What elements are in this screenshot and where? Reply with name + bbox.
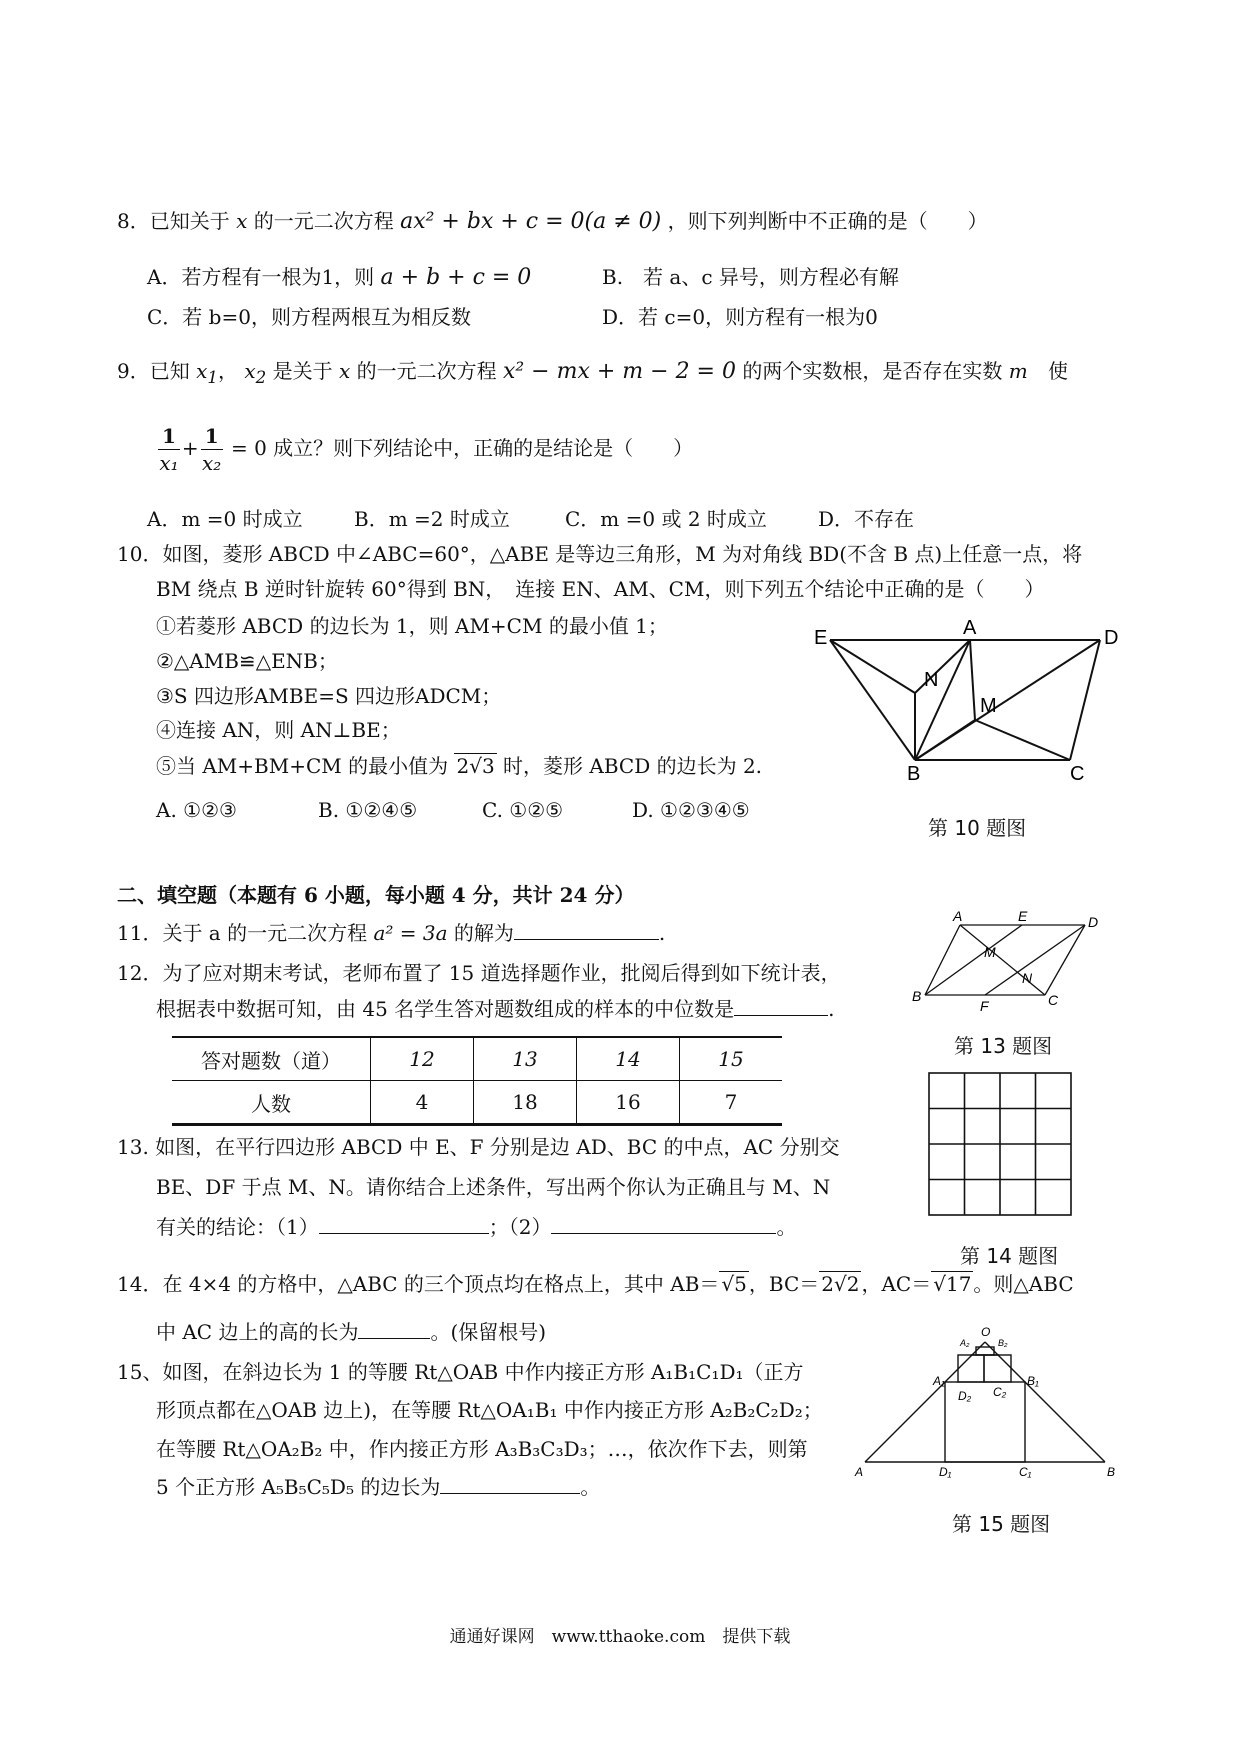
q14-bc-value: 2√2 — [821, 1272, 860, 1296]
q15-answer-blank[interactable] — [440, 1475, 580, 1494]
q10-figure-caption: 第 10 题图 — [928, 816, 1027, 840]
q9-option-b: B．m =2 时成立 — [354, 507, 510, 531]
q10-statement-2: ②△AMB≌△ENB； — [156, 649, 338, 673]
q13-line2: BE、DF 于点 M、N。请你结合上述条件，写出两个你认为正确且与 M、N — [156, 1175, 831, 1199]
q8-option-d: D．若 c=0，则方程有一根为0 — [602, 305, 878, 329]
q14-figure-caption: 第 14 题图 — [960, 1244, 1059, 1268]
q8-stem: 8．已知关于 x 的一元二次方程 ax² + bx + c = 0(a ≠ 0) ，则下列判断中不正确的是（ ） — [117, 209, 988, 234]
table-cell: 答对题数（道） — [172, 1037, 371, 1081]
q13-label-n: N — [1022, 970, 1033, 986]
q13-label-c: C — [1048, 992, 1059, 1008]
q15-line4: 5 个正方形 A₅B₅C₅D₅ 的边长为 。 — [156, 1475, 601, 1499]
q13-figure-caption: 第 13 题图 — [954, 1034, 1053, 1058]
q10-label-e: E — [814, 627, 828, 649]
q10-statement-3: ③S 四边形AMBE=S 四边形ADCM； — [156, 684, 502, 708]
q13-line1: 13. 如图，在平行四边形 ABCD 中 E、F 分别是边 AD、BC 的中点，AC 分别交 — [117, 1135, 840, 1159]
q15-label-d1: D₁ — [939, 1465, 952, 1479]
q10-figure — [800, 617, 1130, 785]
q13-figure — [910, 905, 1110, 1020]
q15-figure — [855, 1322, 1120, 1480]
q10-option-c: C. ①②⑤ — [482, 798, 564, 822]
table-cell: 14 — [577, 1037, 680, 1081]
q9-option-c: C．m =0 或 2 时成立 — [565, 507, 767, 531]
q10-label-b: B — [907, 763, 921, 785]
q15-label-a2: A₂ — [960, 1338, 970, 1348]
table-cell: 4 — [371, 1081, 474, 1125]
q8-option-c: C．若 b=0，则方程两根互为相反数 — [147, 305, 471, 329]
table-cell: 16 — [577, 1081, 680, 1125]
q14-line1: 14．在 4×4 的方格中，△ABC 的三个顶点均在格点上，其中 AB＝ √5 ，BC＝ 2√2 ，AC＝ √17 。则△ABC — [117, 1272, 1074, 1296]
q8-option-a: A．若方程有一根为1，则 a + b + c = 0 — [147, 265, 532, 290]
q10-sqrt: 2√3 — [456, 754, 495, 778]
q14-ac-value: √17 — [933, 1272, 972, 1296]
q13-label-a: A — [953, 908, 963, 924]
q8-equation: ax² + bx + c = 0(a ≠ 0) — [400, 209, 662, 234]
q13-label-e: E — [1018, 908, 1028, 924]
q10-label-m: M — [980, 695, 997, 717]
q13-line3: 有关的结论：（1） ；（2） 。 — [156, 1215, 797, 1239]
q10-label-d: D — [1104, 627, 1119, 649]
q14-answer-blank[interactable] — [358, 1320, 430, 1339]
page-footer: 通通好课网 www.tthaoke.com 提供下载 — [449, 1627, 791, 1647]
q15-label-b2: B₂ — [998, 1338, 1008, 1348]
q10-option-a: A. ①②③ — [156, 798, 237, 822]
q15-line1: 15、如图，在斜边长为 1 的等腰 Rt△OAB 中作内接正方形 A₁B₁C₁D₁（正方 — [117, 1360, 804, 1384]
q15-label-c1: C₁ — [1019, 1465, 1032, 1479]
section-2-heading: 二、填空题（本题有 6 小题，每小题 4 分，共计 24 分） — [117, 883, 635, 907]
q15-line2: 形顶点都在△OAB 边上)，在等腰 Rt△OA₁B₁ 中作内接正方形 A₂B₂C₂D₂； — [156, 1398, 823, 1422]
q15-line3: 在等腰 Rt△OA₂B₂ 中，作内接正方形 A₃B₃C₃D₃；…，依次作下去，则第 — [156, 1437, 808, 1461]
table-row — [172, 1037, 782, 1081]
q15-label-b1: B₁ — [1027, 1374, 1039, 1388]
q13-label-f: F — [980, 998, 989, 1014]
q14-ab-value: √5 — [721, 1272, 747, 1296]
q10-option-d: D. ①②③④⑤ — [632, 798, 750, 822]
q13-label-d: D — [1088, 914, 1099, 930]
q10-line2: BM 绕点 B 逆时针旋转 60°得到 BN， 连接 EN、AM、CM，则下列五个结论中正确的是（ ） — [156, 577, 1045, 601]
q9-equation: x² − mx + m − 2 = 0 — [502, 359, 736, 384]
q15-label-a: A — [855, 1465, 864, 1479]
q9-fraction-line: $\frac{1}{\text{x₁}}$ + $\frac{1}{\text{x₂}}$ = 0 成立？则下列结论中，正确的是结论是（ ） — [159, 424, 694, 475]
table-cell: 15 — [680, 1037, 783, 1081]
q10-statement-4: ④连接 AN，则 AN⊥BE； — [156, 718, 401, 742]
table-row — [172, 1081, 782, 1125]
q10-statement-1: ①若菱形 ABCD 的边长为 1，则 AM+CM 的最小值 1； — [156, 614, 668, 638]
q13-answer-blank-1[interactable] — [319, 1215, 489, 1234]
q10-label-a: A — [963, 617, 977, 639]
q13-answer-blank-2[interactable] — [551, 1215, 776, 1234]
q9-stem: 9．已知 $x_1$， $x_2$ 是关于 x 的一元二次方程 x² − mx + m − 2 = 0 的两个实数根，是否存在实数 m 使 — [117, 359, 1069, 387]
table-cell: 13 — [474, 1037, 577, 1081]
table-cell: 7 — [680, 1081, 783, 1125]
q10-line1: 10．如图，菱形 ABCD 中∠ABC=60°，△ABE 是等边三角形，M 为对角线 BD(不含 B 点)上任意一点，将 — [117, 542, 1083, 566]
q12-stats-table — [172, 1036, 782, 1126]
q15-label-a1: A₁ — [933, 1374, 945, 1388]
q13-label-b: B — [912, 988, 922, 1004]
q15-label-o: O — [981, 1325, 991, 1339]
q10-option-b: B. ①②④⑤ — [318, 798, 418, 822]
q14-grid-figure — [928, 1072, 1073, 1217]
table-cell: 18 — [474, 1081, 577, 1125]
q10-label-c: C — [1070, 763, 1085, 785]
q9-option-d: D．不存在 — [818, 507, 915, 531]
q15-label-b: B — [1107, 1465, 1116, 1479]
q9-fraction-2: $\frac{1}{\text{x₂}}$ — [202, 424, 222, 475]
q15-label-c2: C₂ — [993, 1385, 1007, 1399]
q15-label-d2: D₂ — [958, 1389, 972, 1403]
q14-line2: 中 AC 边上的高的长为 。(保留根号) — [156, 1320, 547, 1344]
q9-option-a: A．m =0 时成立 — [147, 507, 303, 531]
table-cell: 12 — [371, 1037, 474, 1081]
q12-line1: 12．为了应对期末考试，老师布置了 15 道选择题作业，批阅后得到如下统计表， — [117, 961, 841, 985]
q12-answer-blank[interactable] — [734, 997, 828, 1016]
q11-answer-blank[interactable] — [514, 921, 659, 940]
q11-line: 11．关于 a 的一元二次方程 a² = 3a 的解为 . — [117, 921, 666, 945]
q10-label-n: N — [924, 669, 939, 691]
q12-line2: 根据表中数据可知，由 45 名学生答对题数组成的样本的中位数是 . — [156, 997, 835, 1021]
q8-option-b: B. 若 a、c 异号，则方程必有解 — [602, 265, 899, 289]
q10-statement-5: ⑤当 AM+BM+CM 的最小值为 2√3 时，菱形 ABCD 的边长为 2. — [156, 754, 763, 778]
q13-label-m: M — [984, 944, 996, 960]
q9-fraction-1: $\frac{1}{\text{x₁}}$ — [159, 424, 179, 475]
table-cell: 人数 — [172, 1081, 371, 1125]
q15-figure-caption: 第 15 题图 — [952, 1512, 1051, 1536]
